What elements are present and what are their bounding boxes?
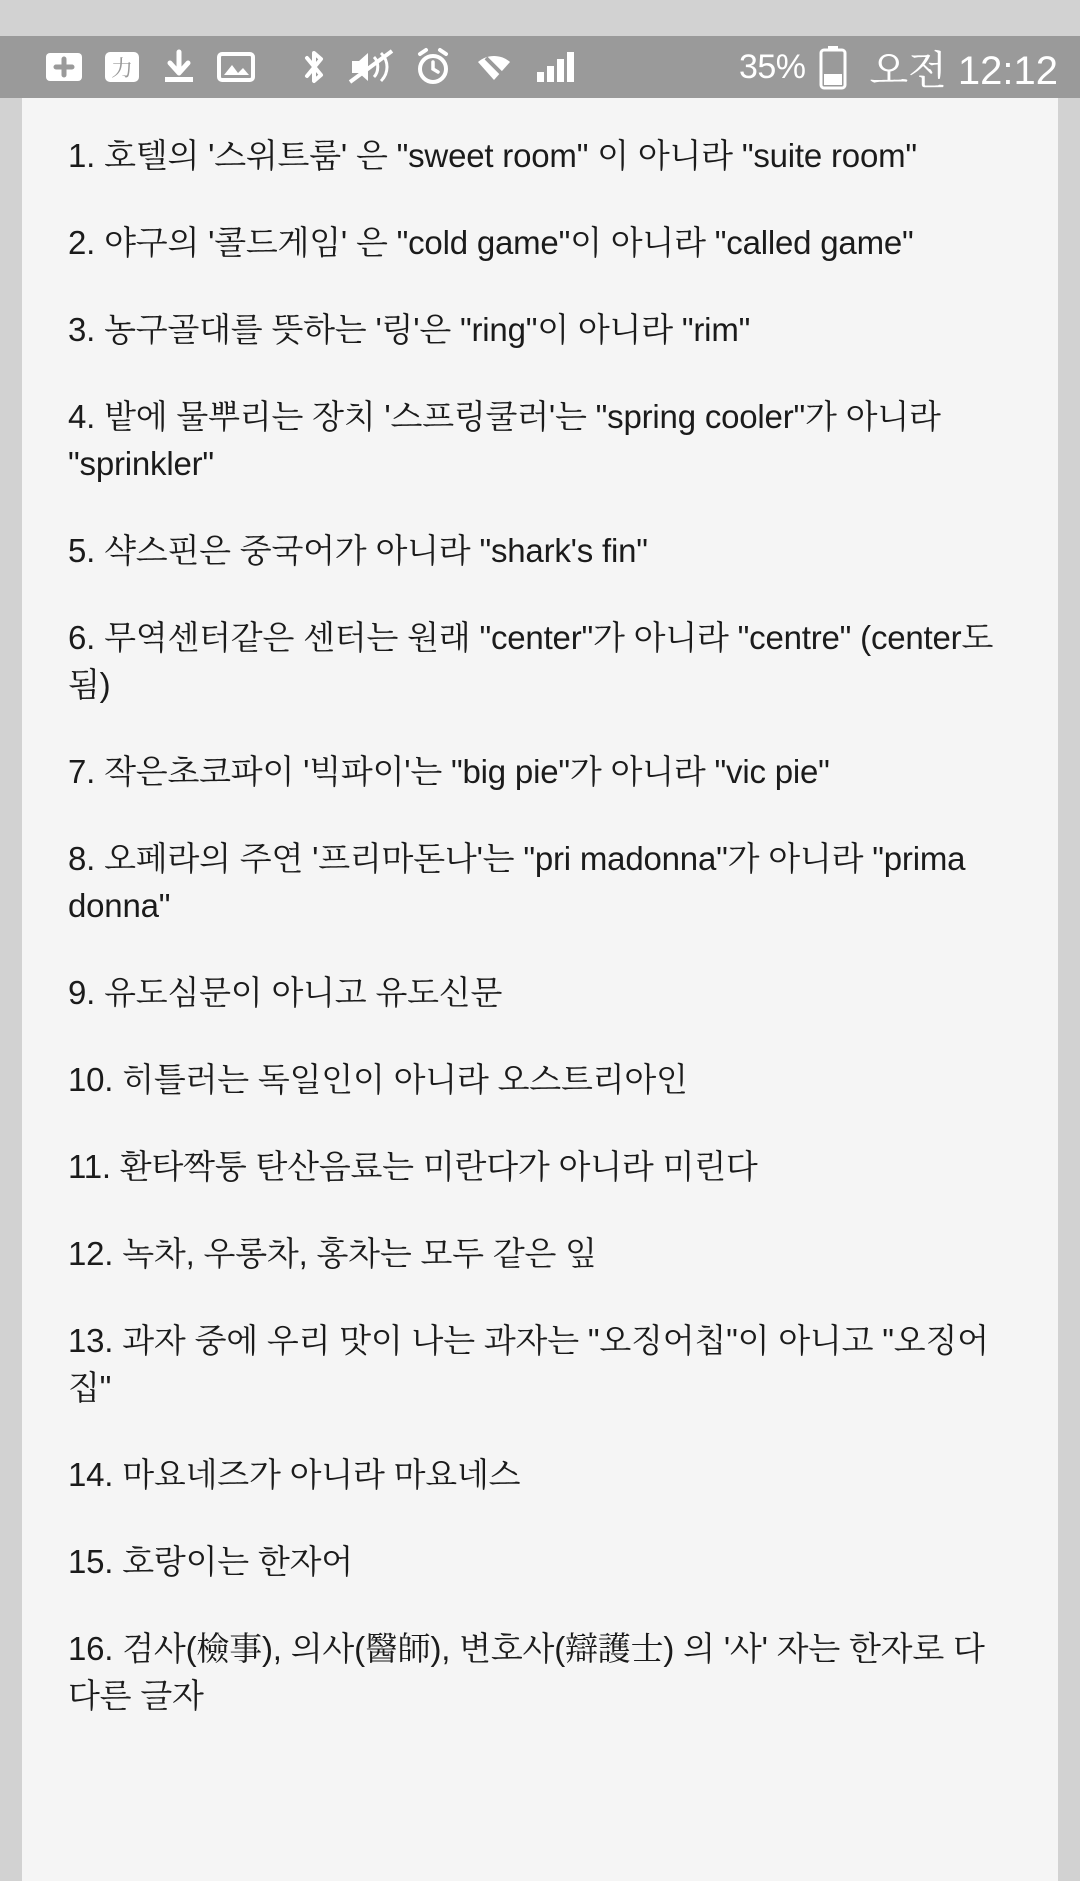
list-item: 15. 호랑이는 한자어 bbox=[68, 1543, 353, 1580]
mute-icon bbox=[348, 46, 394, 88]
list-item: 8. 오페라의 주연 '프리마돈나'는 "pri madonna"가 아니라 "prima donna" bbox=[68, 840, 966, 924]
list-item: 2. 야구의 '콜드게임' 은 "cold game"이 아니라 "called game" bbox=[68, 224, 914, 261]
status-bar-notification-icons bbox=[44, 47, 256, 87]
screenshot-icon bbox=[216, 47, 256, 87]
list-item: 10. 히틀러는 독일인이 아니라 오스트리아인 bbox=[68, 1061, 688, 1098]
status-bar-system-icons bbox=[298, 46, 739, 88]
battery-icon bbox=[818, 44, 848, 90]
list-item: 5. 샥스핀은 중국어가 아니라 "shark's fin" bbox=[68, 532, 648, 569]
download-icon bbox=[160, 47, 198, 87]
bluetooth-icon bbox=[298, 46, 330, 88]
alarm-icon bbox=[412, 46, 454, 88]
status-bar[interactable] bbox=[0, 36, 1080, 98]
list-item: 4. 밭에 물뿌리는 장치 '스프링쿨러'는 "spring cooler"가 아니라 "sprinkler" bbox=[68, 398, 941, 482]
list-item: 11. 환타짝퉁 탄산음료는 미란다가 아니라 미린다 bbox=[68, 1148, 758, 1185]
signal-icon bbox=[534, 46, 578, 88]
battery-percent-label: 35% bbox=[738, 47, 806, 86]
list-item: 16. 검사(檢事), 의사(醫師), 변호사(辯護士) 의 '사' 자는 한자로 다 다른 글자 bbox=[68, 1630, 985, 1714]
list-item: 7. 작은초코파이 '빅파이'는 "big pie"가 아니라 "vic pie" bbox=[68, 753, 830, 790]
list-item: 9. 유도심문이 아니고 유도신문 bbox=[68, 974, 503, 1011]
status-bar-clock: 오전 12:12 bbox=[869, 48, 1058, 93]
app-add-icon bbox=[44, 47, 84, 87]
wifi-icon bbox=[472, 46, 516, 88]
list-item: 12. 녹차, 우롱차, 홍차는 모두 같은 잎 bbox=[68, 1235, 597, 1272]
kakao-app-icon bbox=[102, 47, 142, 87]
list-item: 6. 무역센터같은 센터는 원래 "center"가 아니라 "centre" (center도 됨) bbox=[68, 619, 994, 703]
status-bar-battery-clock bbox=[739, 39, 1058, 96]
list-item: 3. 농구골대를 뜻하는 '링'은 "ring"이 아니라 "rim" bbox=[68, 311, 751, 348]
document-content[interactable] bbox=[22, 98, 1058, 1881]
list-item: 13. 과자 중에 우리 맛이 나는 과자는 "오징어칩"이 아니고 "오징어집" bbox=[68, 1322, 989, 1406]
list-item: 1. 호텔의 '스위트룸' 은 "sweet room" 이 아니라 "suite room" bbox=[68, 137, 917, 174]
list-item: 14. 마요네즈가 아니라 마요네스 bbox=[68, 1456, 521, 1493]
svg-text:力: 力 bbox=[110, 57, 134, 82]
